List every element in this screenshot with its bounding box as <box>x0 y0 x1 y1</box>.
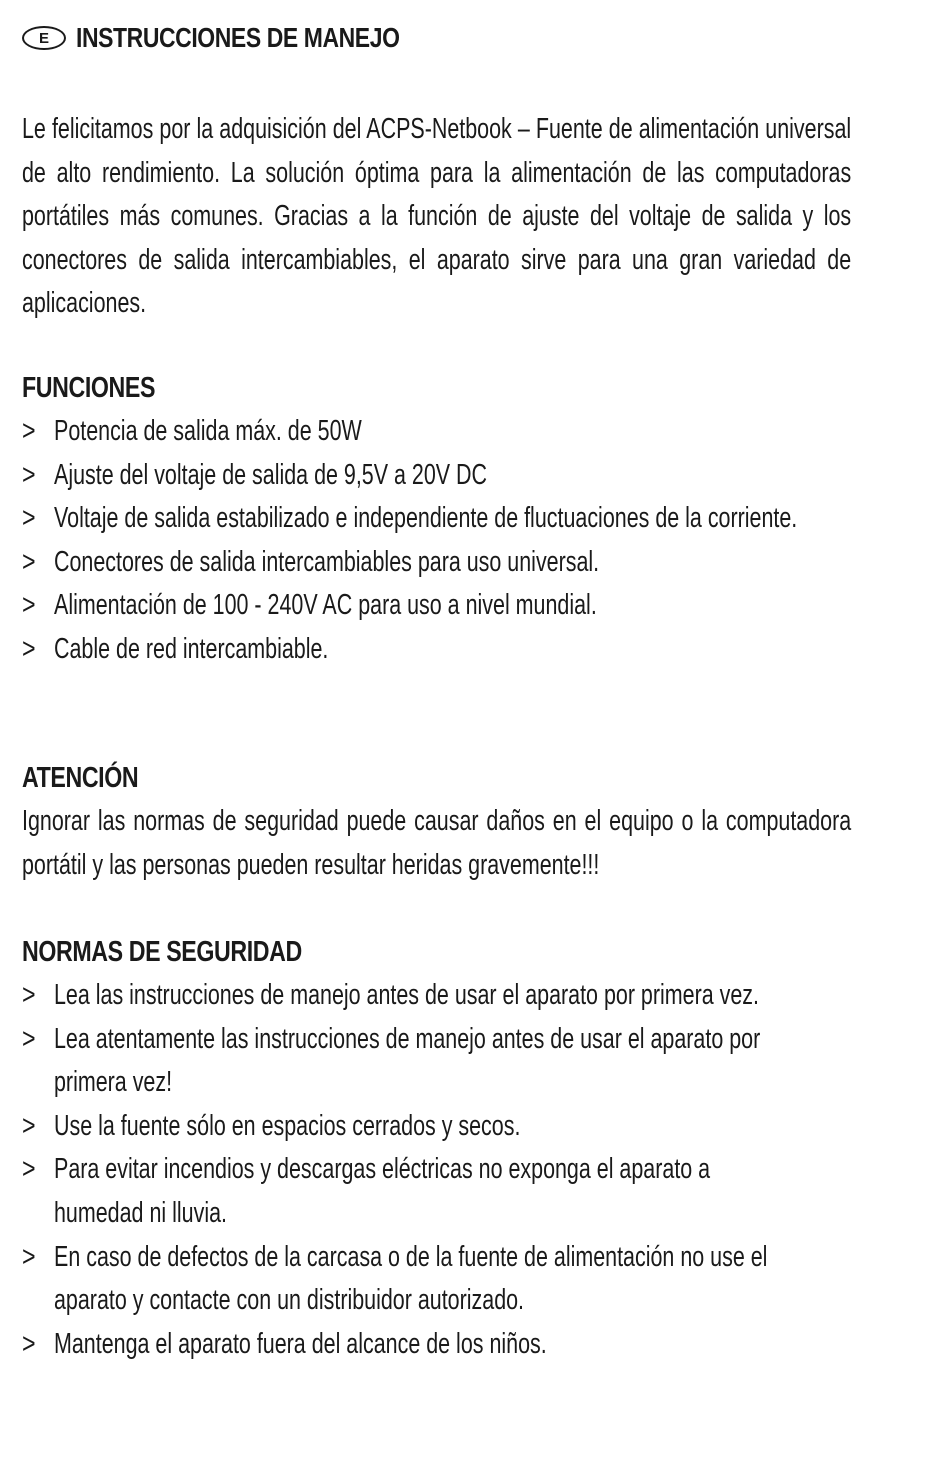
atencion-text: Ignorar las normas de seguridad puede causar daños en el equipo o la computadora portátil y las personas pueden resultar heridas gravemente!!! <box>22 805 852 881</box>
list-item: > Potencia de salida máx. de 50W <box>22 415 362 447</box>
intro-section <box>22 108 852 326</box>
normas-heading: NORMAS DE SEGURIDAD <box>22 936 302 968</box>
atencion-paragraph <box>22 800 852 887</box>
list-item: > Ajuste del voltaje de salida de 9,5V a 20V DC <box>22 458 488 491</box>
list-item: > Conectores de salida intercambiables para uso universal. <box>22 545 600 578</box>
list-item: > Alimentación de 100 - 240V AC para uso a nivel mundial. <box>22 589 597 622</box>
list-item: > Lea atentamente las instrucciones de manejo antes de usar el aparato por primera vez! <box>22 1022 761 1099</box>
list-item: > Use la fuente sólo en espacios cerrados y secos. <box>22 1109 521 1142</box>
normas-section <box>22 930 852 1366</box>
list-item: > Mantenga el aparato fuera del alcance de los niños. <box>22 1327 547 1360</box>
funciones-heading: FUNCIONES <box>22 372 156 404</box>
funciones-section <box>22 366 852 672</box>
title-row <box>22 14 852 62</box>
document-page <box>22 14 852 1360</box>
list-item: > Para evitar incendios y descargas eléctricas no exponga el aparato a humedad ni lluvia. <box>22 1153 711 1229</box>
list-item: > Lea las instrucciones de manejo antes de usar el aparato por primera vez. <box>22 979 760 1011</box>
intro-text: Le felicitamos por la adquisición del ACPS-Netbook – Fuente de alimentación universal de alto rendimiento. La solución óptima para la alimentación de las computadoras portátiles más comunes. Gracias a la función de ajuste del voltaje de salida y los conectores de salida intercambiables, el aparato sirve para una gran variedad de aplicaciones. <box>22 113 852 320</box>
list-item: > Cable de red intercambiable. <box>22 632 329 665</box>
normas-list <box>22 974 852 1366</box>
page-title: INSTRUCCIONES DE MANEJO <box>76 22 400 53</box>
funciones-list <box>22 410 852 672</box>
language-badge: E <box>22 26 66 50</box>
atencion-heading: ATENCIÓN <box>22 762 139 794</box>
list-item: > Voltaje de salida estabilizado e independiente de fluctuaciones de la corriente. <box>22 502 798 535</box>
atencion-section <box>22 756 852 887</box>
list-item: > En caso de defectos de la carcasa o de la fuente de alimentación no use el aparato y contacte con un distribuidor autorizado. <box>22 1240 768 1317</box>
intro-paragraph <box>22 108 852 326</box>
